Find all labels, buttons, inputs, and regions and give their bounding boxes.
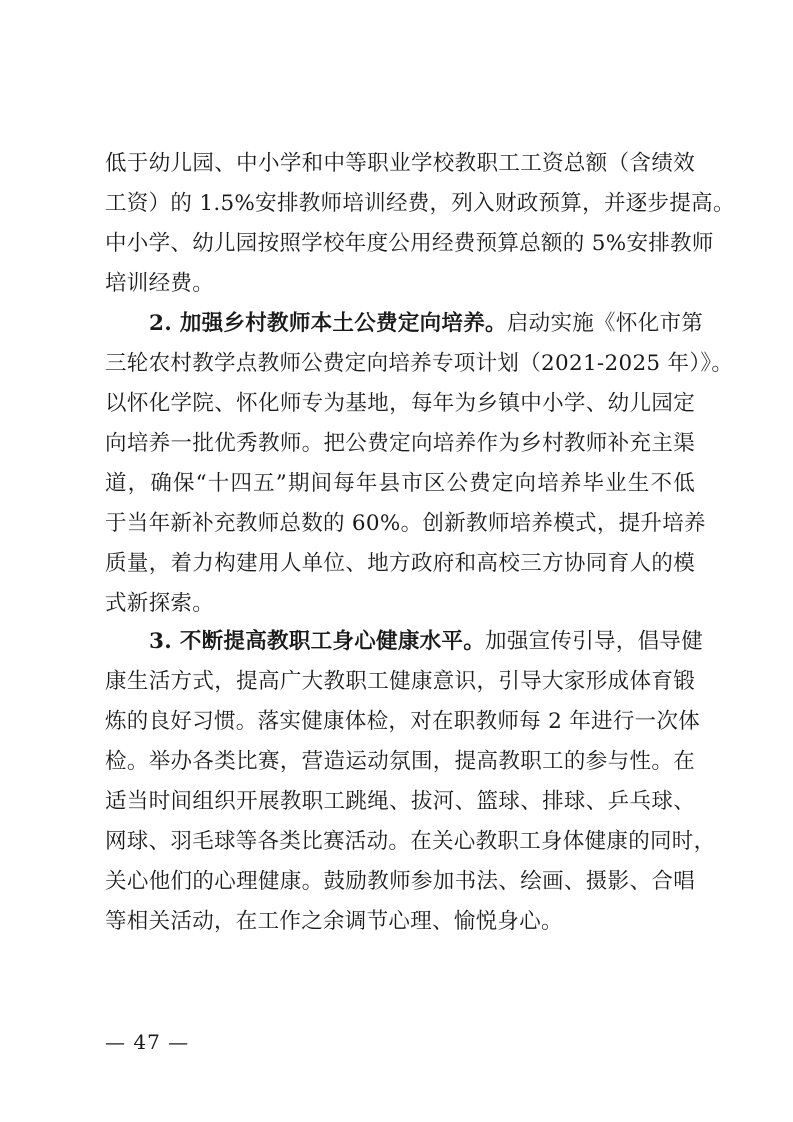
text-line: 式新探索。 <box>105 591 215 616</box>
text-line: 于当年新补充教师总数的 60%。创新教师培养模式，提升培养 <box>105 511 706 536</box>
paragraph-first-line <box>149 306 704 342</box>
text-line: 向培养一批优秀教师。把公费定向培养作为乡村教师补充主渠 <box>105 431 695 456</box>
text-line: 康生活方式，提高广大教职工健康意识，引导大家形成体育锻 <box>105 669 695 694</box>
text-line: 以怀化学院、怀化师专为基地，每年为乡镇中小学、幼儿园定 <box>105 391 695 416</box>
text-run: 启动实施《怀化市第 <box>506 311 704 336</box>
text-line: 三轮农村教学点教师公费定向培养专项计划（2021-2025 年）》。 <box>105 351 734 376</box>
text-line: 中小学、幼儿园按照学校年度公用经费预算总额的 5%安排教师 <box>105 231 714 256</box>
text-line: 网球、羽毛球等各类比赛活动。在关心教职工身体健康的同时， <box>105 829 716 854</box>
section-heading: 2. 加强乡村教师本土公费定向培养。 <box>149 311 507 336</box>
text-line: 道，确保“十四五”期间每年县市区公费定向培养毕业生不低 <box>105 471 695 496</box>
text-line: 质量，着力构建用人单位、地方政府和高校三方协同育人的模 <box>105 551 695 576</box>
paragraph-first-line <box>149 624 704 660</box>
text-line: 低于幼儿园、中小学和中等职业学校教职工工资总额（含绩效 <box>105 151 695 176</box>
text-line: 检。举办各类比赛，营造运动氛围，提高教职工的参与性。在 <box>105 749 695 774</box>
section-heading: 3. 不断提高教职工身心健康水平。 <box>149 629 486 654</box>
text-line: 关心他们的心理健康。鼓励教师参加书法、绘画、摄影、合唱 <box>105 869 695 894</box>
text-line: 等相关活动，在工作之余调节心理、愉悦身心。 <box>105 909 563 934</box>
text-line: 工资）的 1.5%安排教师培训经费，列入财政预算，并逐步提高。 <box>105 191 735 216</box>
text-line: 培训经费。 <box>105 271 215 296</box>
text-line: 炼的良好习惯。落实健康体检，对在职教师每 2 年进行一次体 <box>105 709 701 734</box>
page-number: — 47 — <box>105 1030 190 1054</box>
text-run: 加强宣传引导，倡导健 <box>485 629 704 654</box>
text-line: 适当时间组织开展教职工跳绳、拔河、篮球、排球、乒乓球、 <box>105 789 695 814</box>
